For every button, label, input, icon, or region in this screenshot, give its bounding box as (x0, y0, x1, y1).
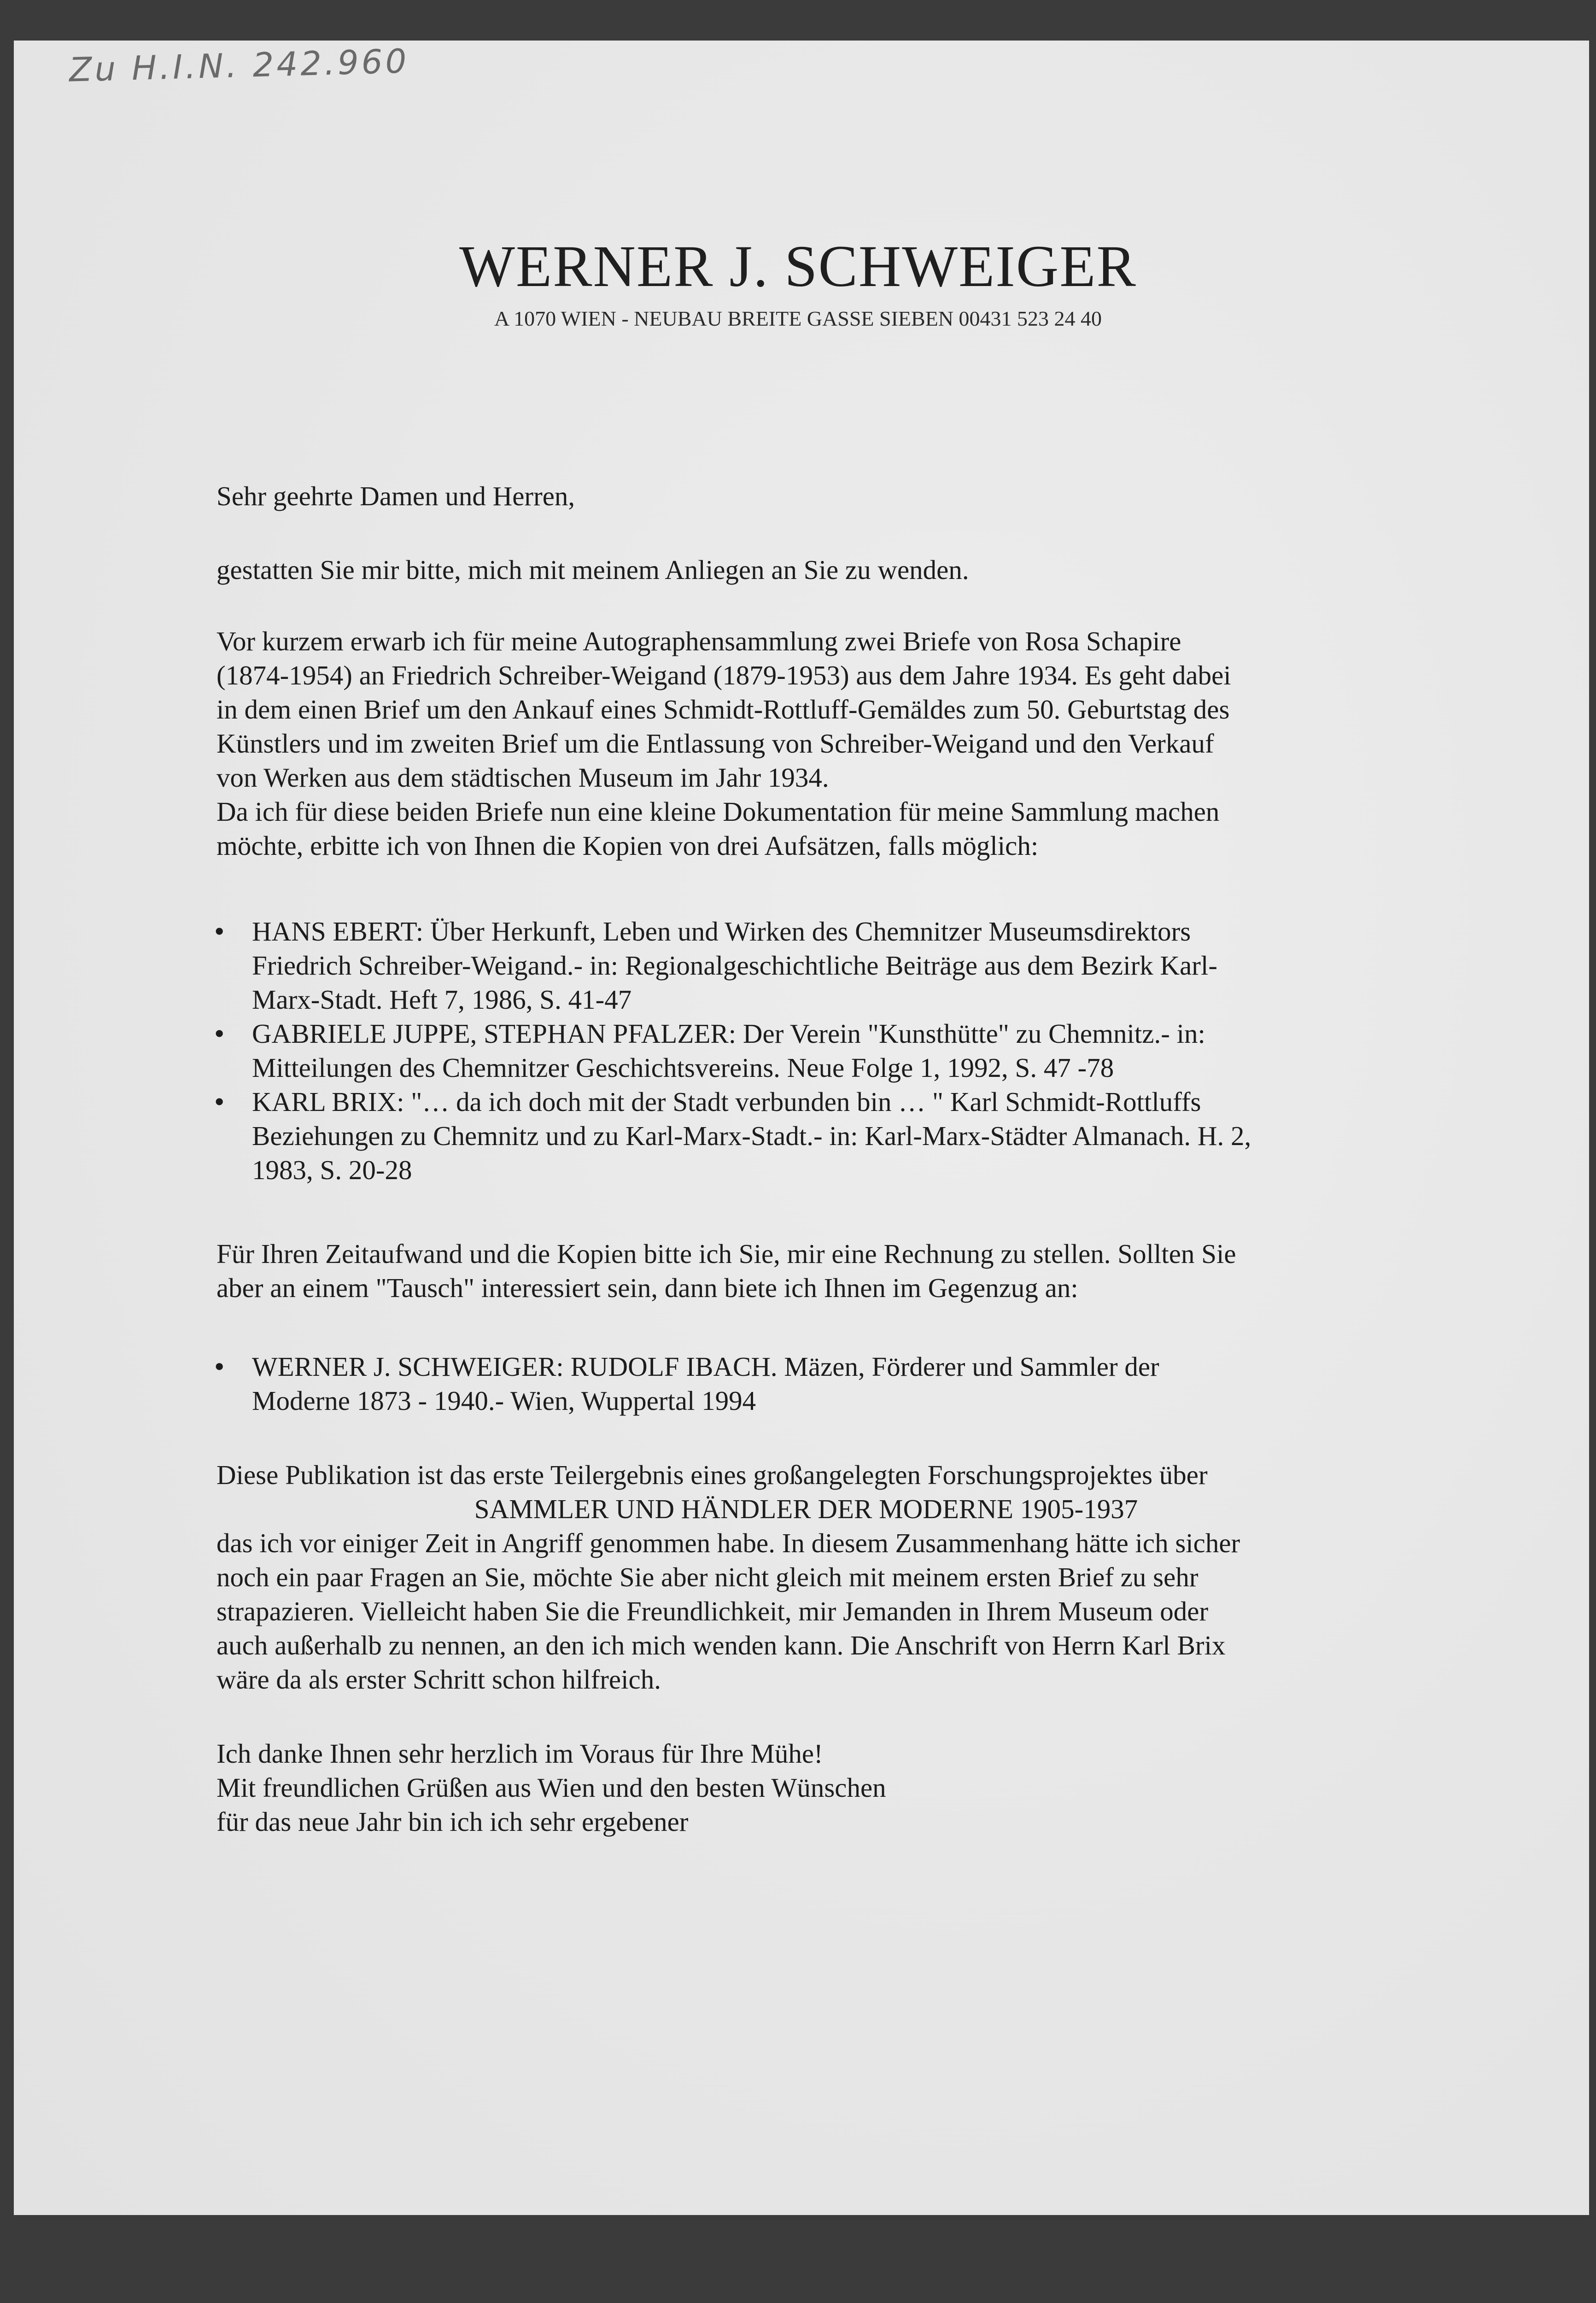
text-line: Mit freundlichen Grüßen aus Wien und den besten Wünschen (216, 1772, 886, 1803)
text-line: (1874-1954) an Friedrich Schreiber-Weigand (1879-1953) aus dem Jahre 1934. Es geht dabei (216, 660, 1231, 690)
text-line: für das neue Jahr bin ich ich sehr ergebener (216, 1806, 689, 1837)
text-line: möchte, erbitte ich von Ihnen die Kopien von drei Aufsätzen, falls möglich: (216, 830, 1039, 861)
text-line: von Werken aus dem städtischen Museum im Jahr 1934. (216, 762, 829, 793)
letterhead-name: WERNER J. SCHWEIGER (459, 234, 1137, 299)
salutation: Sehr geehrte Damen und Herren, (216, 481, 575, 511)
list-item (214, 914, 1412, 1017)
text-line: noch ein paar Fragen an Sie, möchte Sie aber nicht gleich mit meinem ersten Brief zu sehr (216, 1562, 1198, 1592)
paragraph-2 (216, 1237, 1396, 1305)
offer-list (214, 1350, 1412, 1418)
text-line: Mitteilungen des Chemnitzer Geschichtsvereins. Neue Folge 1, 1992, S. 47 -78 (252, 1052, 1114, 1083)
text-line: strapazieren. Vielleicht haben Sie die Freundlichkeit, mir Jemanden in Ihrem Museum oder (216, 1596, 1209, 1626)
paragraph-1 (216, 624, 1396, 863)
text-line: in dem einen Brief um den Ankauf eines Schmidt-Rottluff-Gemäldes zum 50. Geburtstag des (216, 694, 1230, 725)
text-line: • KARL BRIX: "… da ich doch mit der Stadt verbunden bin … " Karl Schmidt-Rottluffs (252, 1087, 1201, 1117)
text-line: • HANS EBERT: Über Herkunft, Leben und Wirken des Chemnitzer Museumsdirektors (252, 916, 1191, 947)
intro-paragraph: gestatten Sie mir bitte, mich mit meinem Anliegen an Sie zu wenden. (216, 555, 969, 585)
letterhead-address: A 1070 WIEN - NEUBAU BREITE GASSE SIEBEN 00431 523 24 40 (494, 307, 1102, 330)
text-line: aber an einem "Tausch" interessiert sein, dann biete ich Ihnen im Gegenzug an: (216, 1273, 1078, 1303)
text-line: Moderne 1873 - 1940.- Wien, Wuppertal 1994 (252, 1385, 756, 1416)
text-line: • WERNER J. SCHWEIGER: RUDOLF IBACH. Mäzen, Förderer und Sammler der (252, 1351, 1159, 1382)
project-title: SAMMLER UND HÄNDLER DER MODERNE 1905-1937 (474, 1494, 1138, 1524)
text-line: wäre da als erster Schritt schon hilfreich. (216, 1664, 661, 1695)
paragraph-3 (216, 1526, 1396, 1696)
text-line: Vor kurzem erwarb ich für meine Autographensammlung zwei Briefe von Rosa Schapire (216, 626, 1181, 656)
text-line: Da ich für diese beiden Briefe nun eine kleine Dokumentation für meine Sammlung machen (216, 796, 1220, 827)
paragraph-3-first-line: Diese Publikation ist das erste Teilergebnis eines großangelegten Forschungsprojektes über (216, 1460, 1208, 1490)
reference-list (214, 914, 1412, 1187)
text-line: Beziehungen zu Chemnitz und zu Karl-Marx-Stadt.- in: Karl-Marx-Städter Almanach. H. 2, (252, 1121, 1251, 1151)
closing-paragraph (216, 1736, 1396, 1839)
text-line: auch außerhalb zu nennen, an den ich mich wenden kann. Die Anschrift von Herrn Karl Brix (216, 1630, 1226, 1660)
text-line: Künstlers und im zweiten Brief um die Entlassung von Schreiber-Weigand und den Verkauf (216, 728, 1214, 759)
text-line: Für Ihren Zeitaufwand und die Kopien bitte ich Sie, mir eine Rechnung zu stellen. Sollten Sie (216, 1239, 1236, 1269)
text-line: Ich danke Ihnen sehr herzlich im Voraus für Ihre Mühe! (216, 1738, 823, 1769)
list-item (214, 1085, 1412, 1187)
handwritten-note: Zu H.I.N. 242.960 (69, 41, 410, 89)
text-line: Marx-Stadt. Heft 7, 1986, S. 41-47 (252, 984, 632, 1015)
text-line: Friedrich Schreiber-Weigand.- in: Regionalgeschichtliche Beiträge aus dem Bezirk Karl- (252, 950, 1217, 981)
text-line: • GABRIELE JUPPE, STEPHAN PFALZER: Der Verein "Kunsthütte" zu Chemnitz.- in: (252, 1018, 1205, 1049)
text-line: 1983, S. 20-28 (252, 1155, 412, 1185)
list-item (214, 1017, 1412, 1085)
text-line: das ich vor einiger Zeit in Angriff genommen habe. In diesem Zusammenhang hätte ich sicher (216, 1528, 1240, 1558)
list-item (214, 1350, 1412, 1418)
